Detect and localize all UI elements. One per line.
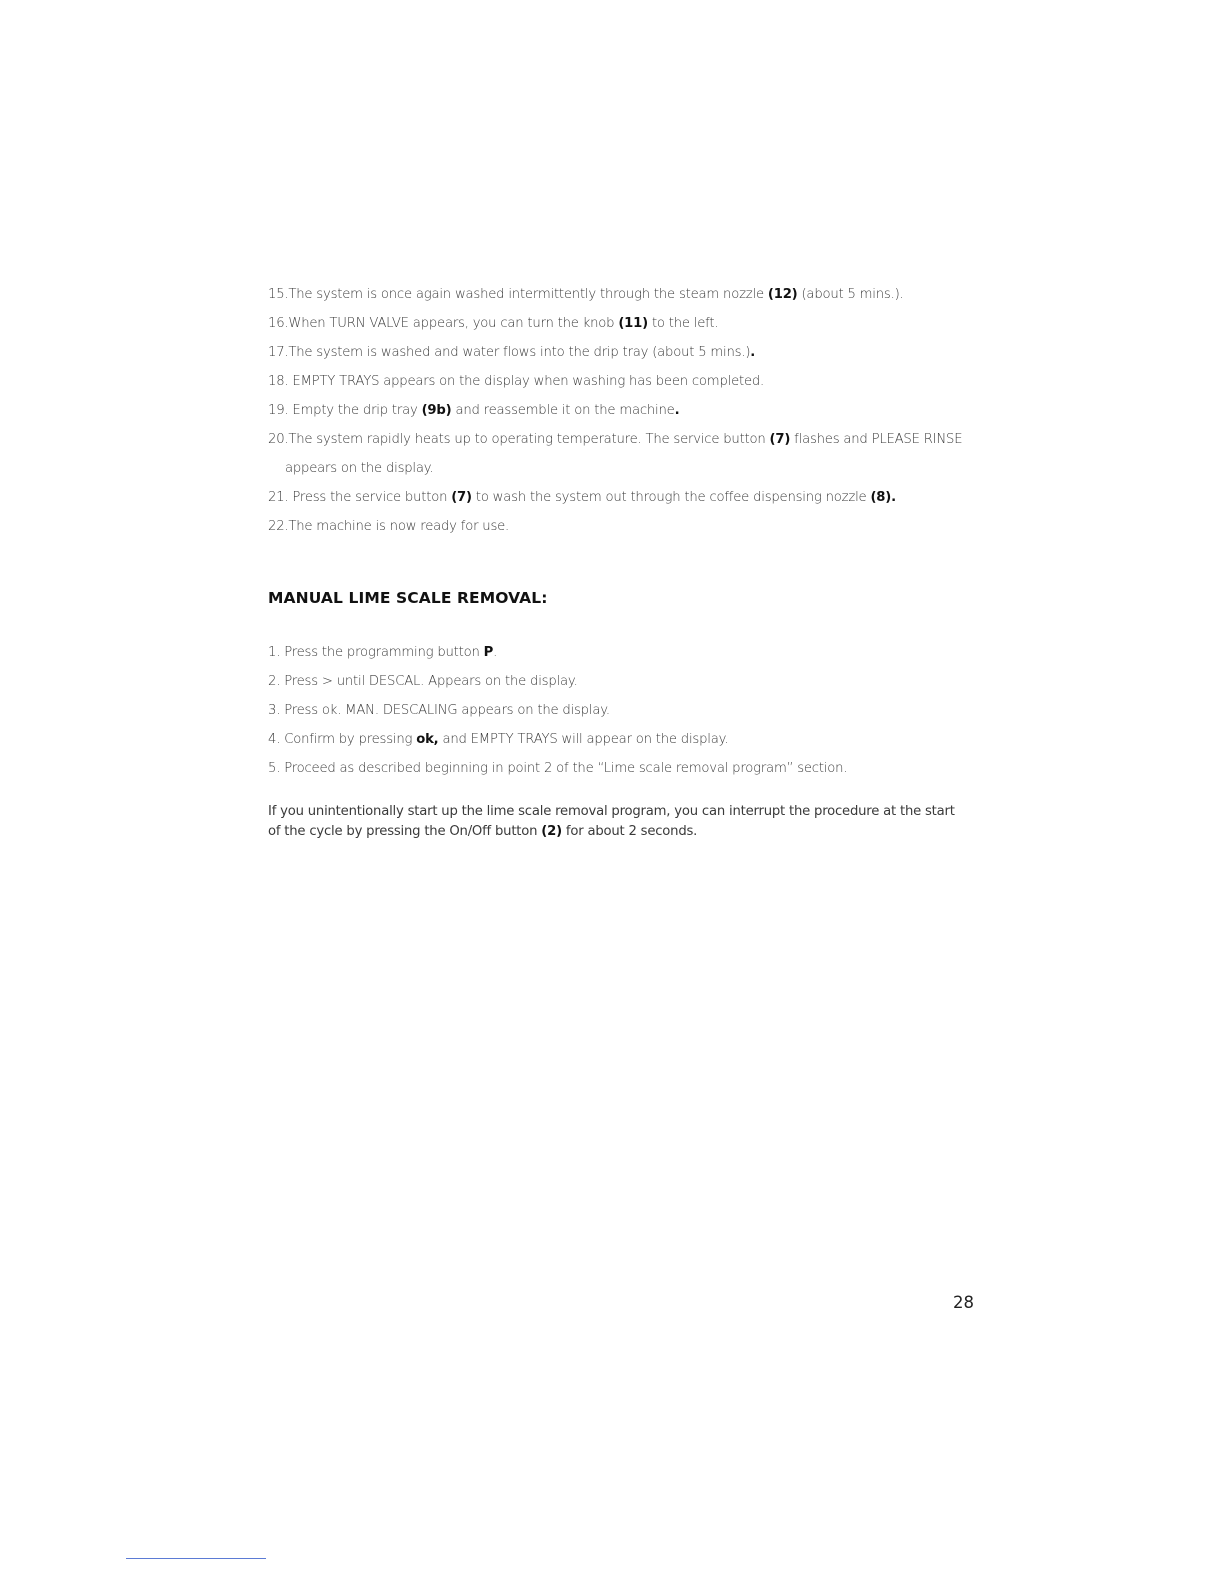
bold-text: . [750,345,756,360]
step-item [268,396,968,425]
text-run: Confirm by pressing [284,732,417,747]
manual-step-item [268,696,968,725]
step-item [268,483,968,512]
step-item [268,280,968,309]
bold-text: P [483,645,494,660]
step-number: 18. [268,374,289,389]
bold-text: (2) [541,824,562,839]
step-number: 16. [268,316,289,331]
text-run: and EMPTY TRAYS will appear on the display. [438,732,729,747]
manual-lime-scale-heading: MANUAL LIME SCALE REMOVAL: [268,589,548,607]
text-run: The system rapidly heats up to operating temperature. The service button [288,432,770,447]
page-number: 28 [953,1293,974,1312]
step-number: 3. [268,703,281,718]
text-run: Empty the drip tray [288,403,422,418]
text-run: and reassemble it on the machine [451,403,675,418]
bold-text: . [674,403,680,418]
interrupt-note [268,802,958,842]
text-run: Press > until DESCAL. Appears on the display. [284,674,578,689]
step-number: 22. [268,519,289,534]
bold-text: (12) [767,287,798,302]
text-run: When TURN VALVE appears, you can turn the knob [288,316,619,331]
text-run: to wash the system out through the coffee dispensing nozzle [471,490,871,505]
text-run: Press the service button [288,490,452,505]
step-item [268,512,968,541]
text-run: . [493,645,498,660]
footnote-divider [126,1558,266,1559]
manual-step-item [268,667,968,696]
step-number: 19. [268,403,289,418]
text-run: Proceed as described beginning in point 2 of the “Lime scale removal program” section. [284,761,848,776]
text-run: to the left. [647,316,719,331]
step-number: 4. [268,732,281,747]
manual-step-item [268,638,968,667]
step-number: 2. [268,674,281,689]
text-run: If you unintentionally start up the lime scale removal program, you can interrupt the procedure at the start of the cycle by pressing the On/Off button [268,804,955,839]
text-run: Press ok. MAN. DESCALING appears on the display. [284,703,610,718]
text-run: for about 2 seconds. [561,824,698,839]
text-run: (about 5 mins.). [797,287,904,302]
step-item [268,338,968,367]
step-number: 15. [268,287,289,302]
step-number: 5. [268,761,281,776]
step-number: 17. [268,345,289,360]
manual-step-item [268,725,968,754]
text-run: appears on the display. [285,461,434,476]
bold-text: (9b) [421,403,452,418]
step-item [268,425,968,454]
bold-text: (7) [451,490,472,505]
step-item [268,309,968,338]
bold-text: ok, [416,732,439,747]
text-run: The system is once again washed intermittently through the steam nozzle [288,287,768,302]
manual-step-item [268,754,968,783]
bold-text: (8). [870,490,896,505]
descaling-steps-list [268,280,968,541]
text-run: flashes and PLEASE RINSE [790,432,963,447]
step-number: 21. [268,490,289,505]
text-run: Press the programming button [284,645,484,660]
text-run: The machine is now ready for use. [288,519,510,534]
bold-text: (7) [769,432,791,447]
step-item [268,454,968,483]
text-run: EMPTY TRAYS appears on the display when washing has been completed. [288,374,765,389]
step-number: 1. [268,645,281,660]
step-item [268,367,968,396]
manual-descaling-steps-list [268,638,968,783]
step-number: 20. [268,432,289,447]
text-run: The system is washed and water flows into the drip tray (about 5 mins.) [288,345,751,360]
bold-text: (11) [618,316,648,331]
